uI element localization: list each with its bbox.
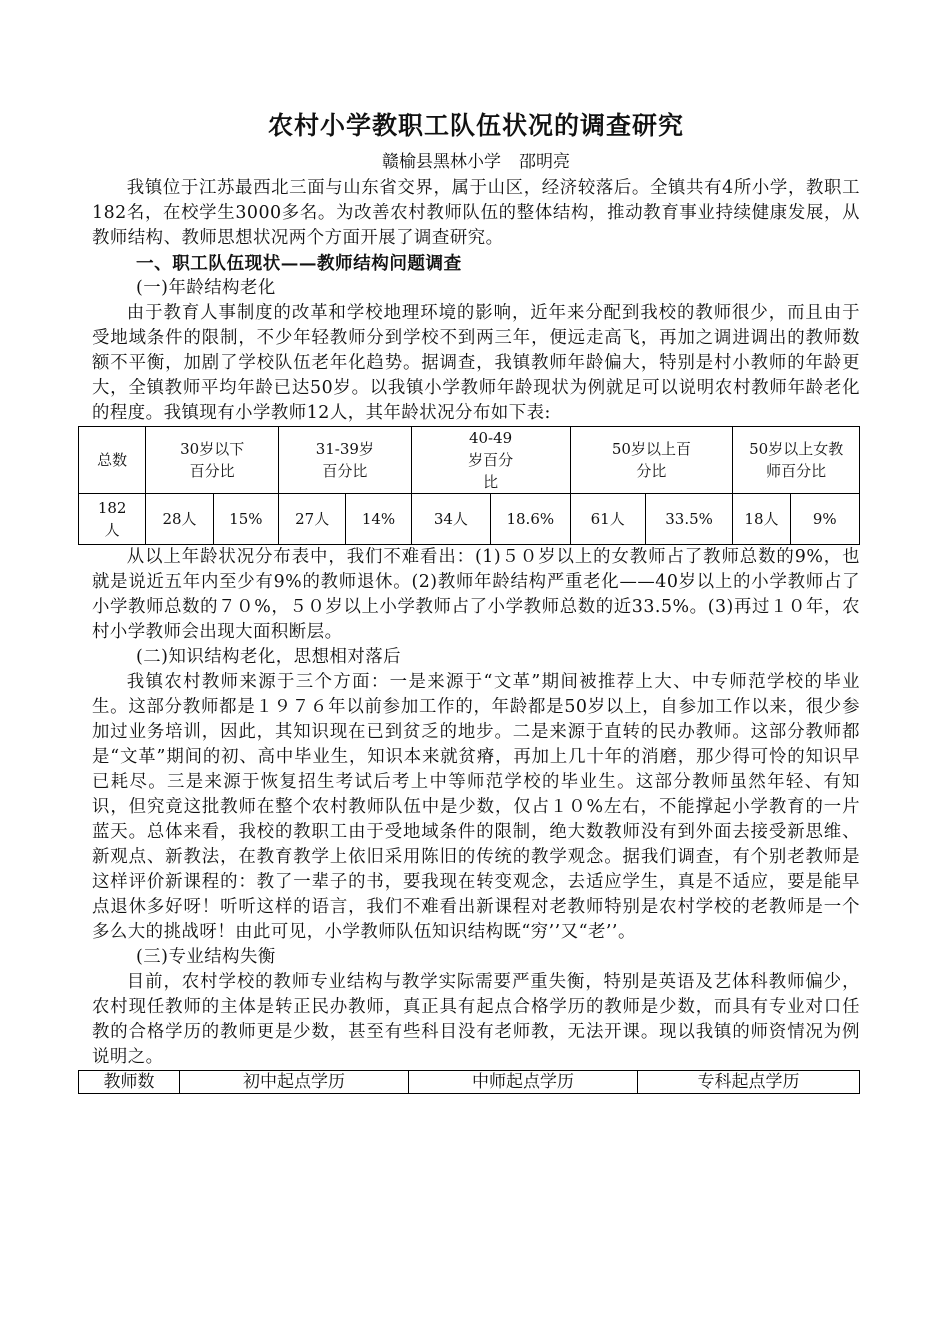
qualification-table-header: 初中起点学历 [180, 1071, 409, 1094]
table-cell: 33.5% [645, 494, 732, 545]
age-table-header: 30岁以下百分比 [146, 427, 279, 494]
table-cell: 28人 [146, 494, 213, 545]
table-cell: 61人 [570, 494, 645, 545]
subsection-heading-specialty: (三)专业结构失衡 [136, 947, 276, 967]
age-table-row [79, 494, 860, 545]
intro-paragraph: 我镇位于江苏最西北三面与山东省交界，属于山区，经济较落后。全镇共有4所小学，教职工182名，在校学生3000多名。为改善农村教师队伍的整体结构，推动教育事业持续健康发展，从教师结构、教师思想状况两个方面开展了调查研究。 [92, 178, 860, 248]
author-school: 赣榆县黑林小学 [382, 152, 501, 172]
author-line [92, 150, 860, 174]
table-cell: 18人 [733, 494, 790, 545]
table-cell: 27人 [279, 494, 346, 545]
table-cell: 34人 [411, 494, 490, 545]
section-heading: 一、职工队伍现状——教师结构问题调查 [136, 253, 462, 274]
qualification-table-header: 中师起点学历 [409, 1071, 638, 1094]
age-table-header: 40-49岁百分比 [411, 427, 570, 494]
author-name: 邵明亮 [519, 152, 570, 172]
age-table [78, 426, 860, 545]
table-cell: 18.6% [491, 494, 570, 545]
table-cell: 9% [790, 494, 859, 545]
qualification-table [78, 1070, 860, 1094]
qualification-table-header-row [79, 1071, 860, 1094]
subsection-heading-age: (一)年龄结构老化 [136, 278, 276, 298]
age-table-header: 50岁以上女教师百分比 [733, 427, 860, 494]
table-cell: 182人 [79, 494, 146, 545]
document-page [92, 104, 860, 1094]
age-paragraph: 由于教育人事制度的改革和学校地理环境的影响，近年来分配到我校的教师很少，而且由于受地域条件的限制，不少年轻教师分到学校不到两三年，便远走高飞，再加之调进调出的教师数额不平衡，加剧了学校队伍老年化趋势。据调查，我镇教师年龄偏大，特别是村小教师的年龄更大，全镇教师平均年龄已达50岁。以我镇小学教师年龄现状为例就足可以说明农村教师年龄老化的程度。我镇现有小学教师12人，其年龄状况分布如下表: [92, 303, 860, 423]
subsection-heading-knowledge: (二)知识结构老化，思想相对落后 [136, 647, 402, 667]
table-cell: 15% [213, 494, 278, 545]
qualification-table-header: 专科起点学历 [638, 1071, 860, 1094]
document-title: 农村小学教职工队伍状况的调查研究 [267, 111, 684, 140]
age-table-header-row [79, 427, 860, 494]
age-table-header: 31-39岁百分比 [279, 427, 412, 494]
age-table-header: 总数 [79, 427, 146, 494]
knowledge-paragraph: 我镇农村教师来源于三个方面：一是来源于“文革”期间被推荐上大、中专师范学校的毕业生。这部分教师都是１９７６年以前参加工作的，年龄都是50岁以上，自参加工作以来，很少参加过业务培训，因此，其知识现在已到贫乏的地步。二是来源于直转的民办教师。这部分教师都是“文革”期间的初、高中毕业生，知识本来就贫瘠，再加上几十年的消磨，那少得可怜的知识早已耗尽。三是来源于恢复招生考试后考上中等师范学校的毕业生。这部分教师虽然年轻、有知识，但究竟这批教师在整个农村教师队伍中是少数，仅占１０%左右，不能撑起小学教育的一片蓝天。总体来看，我校的教职工由于受地域条件的限制，绝大数教师没有到外面去接受新思维、新观点、新教法，在教育教学上依旧采用陈旧的传统的教学观念。据我们调查，有个别老教师是这样评价新课程的：教了一辈子的书，要我现在转变观念，去适应学生，真是不适应，要是能早点退休多好呀！听听这样的语言，我们不难看出新课程对老教师特别是农村学校的老教师是一个多么大的挑战呀！由此可见，小学教师队伍知识结构既“穷’’又“老’’。 [92, 672, 860, 942]
qualification-table-header: 教师数 [79, 1071, 180, 1094]
specialty-paragraph: 目前，农村学校的教师专业结构与教学实际需要严重失衡，特别是英语及艺体科教师偏少，农村现任教师的主体是转正民办教师，真正具有起点合格学历的教师是少数，而具有专业对口任教的合格学历的教师更是少数，甚至有些科目没有老师教，无法开课。现以我镇的师资情况为例说明之。 [92, 972, 860, 1067]
age-analysis-paragraph: 从以上年龄状况分布表中，我们不难看出：(1)５０岁以上的女教师占了教师总数的9%，也就是说近五年内至少有9%的教师退休。(2)教师年龄结构严重老化——40岁以上的小学教师占了小学教师总数的７０%，５０岁以上小学教师占了小学教师总数的近33.5%。(3)再过１０年，农村小学教师会出现大面积断层。 [92, 547, 860, 642]
age-table-header: 50岁以上百分比 [570, 427, 733, 494]
table-cell: 14% [346, 494, 411, 545]
